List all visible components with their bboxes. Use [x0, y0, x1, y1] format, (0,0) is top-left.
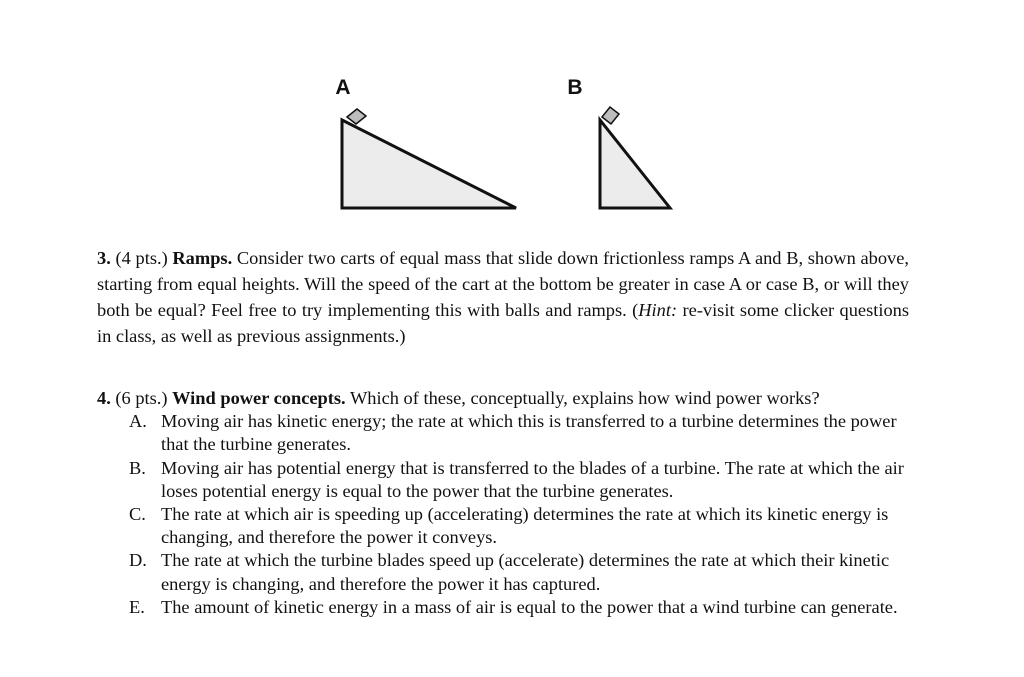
option-text: The rate at which the turbine blades speed up (accelerate) determines the rate at which their kinetic energy is changing, and therefore the power it has captured.: [161, 550, 890, 594]
q4-option-e: [97, 596, 917, 619]
option-text: The rate at which air is speeding up (accelerating) determines the rate at which its kinetic energy is changing, and therefore the power it conveys.: [161, 504, 889, 548]
option-letter: E.: [129, 596, 145, 617]
q3-body: Consider two carts of equal mass that slide down frictionless ramps A and B, shown above, starting from equal heights. Will the speed of the cart at the bottom be greater in case A or case B, or will they both be equal? Feel free to try implementing this with balls and ramps. (: [97, 248, 909, 320]
option-letter: C.: [129, 504, 146, 525]
option-letter: A.: [129, 411, 147, 432]
ramps-figure: [0, 0, 1024, 240]
q4-option-a: [97, 410, 917, 456]
option-text: Moving air has potential energy that is transferred to the blades of a turbine. The rate at which the air loses potential energy is equal to the power that the turbine generates.: [161, 457, 904, 501]
cart-b: [602, 107, 619, 124]
q4-question: Which of these, conceptually, explains how wind power works?: [349, 388, 820, 408]
q3-hint-label: Hint:: [638, 300, 678, 320]
ramp-b: [600, 120, 670, 208]
ramp-a: [342, 120, 516, 208]
ramp-b-label: B: [567, 76, 583, 99]
q3-points: (4 pts.): [115, 248, 168, 268]
option-text: Moving air has kinetic energy; the rate at which this is transferred to a turbine determines the power that the turbine generates.: [161, 411, 897, 455]
q3-number: 3.: [97, 248, 111, 268]
question-4: [97, 387, 917, 619]
q4-option-d: [97, 549, 917, 595]
cart-a: [347, 109, 366, 124]
q4-option-b: [97, 457, 917, 503]
q4-title: Wind power concepts.: [172, 388, 346, 408]
q4-option-c: [97, 503, 917, 549]
q4-points: (6 pts.): [115, 388, 168, 408]
q4-number: 4.: [97, 388, 111, 408]
option-letter: D.: [129, 550, 147, 571]
q3-title: Ramps.: [172, 248, 233, 268]
option-letter: B.: [129, 457, 146, 478]
q4-options: [97, 410, 917, 619]
ramp-a-label: A: [335, 76, 351, 99]
option-text: The amount of kinetic energy in a mass of air is equal to the power that a wind turbine can generate.: [161, 596, 898, 617]
q3-hint-text: re-visit some clicker questions in class, as well as previous assignments.): [97, 300, 910, 346]
q4-intro: [97, 387, 917, 410]
question-3: [97, 245, 909, 349]
